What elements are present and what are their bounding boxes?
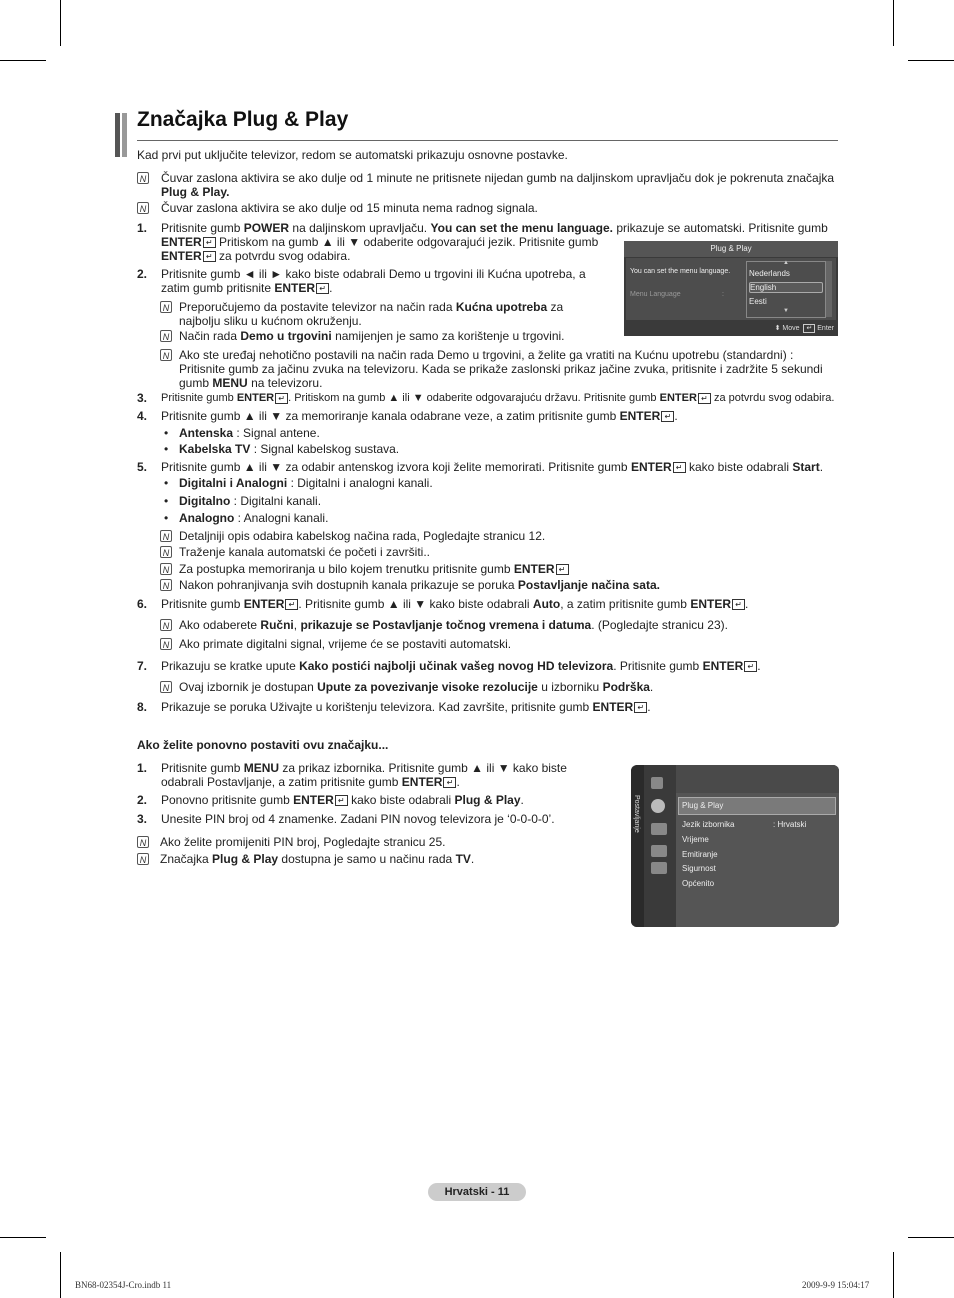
enter-icon: ↵: [285, 599, 298, 610]
tv-screen-language: [624, 241, 838, 336]
enter-icon: ↵: [634, 702, 647, 713]
step-number: 1.: [137, 221, 148, 235]
enter-icon: ↵: [275, 393, 288, 404]
language-option[interactable]: Eesti: [749, 297, 767, 306]
step-number: 7.: [137, 659, 148, 673]
crop-mark: [0, 60, 46, 61]
side-label: Postavljanje: [633, 795, 640, 833]
step-2: Pritisnite gumb ◄ ili ► kako biste odabrali Demo u trgovini ili Kućna upotreba, a zatim gumb pritisnite ENTER ↵ .: [161, 267, 586, 295]
language-option-selected[interactable]: English: [749, 282, 823, 293]
note-item: N Za postupka memoriranja u bilo kojem trenutku pritisnite gumb ENTER ↵: [160, 562, 838, 576]
step-number: 1.: [137, 761, 148, 775]
note-icon: N: [160, 546, 172, 558]
enter-icon: ↵: [203, 237, 216, 248]
step-number: 3.: [137, 391, 148, 405]
enter-icon: ↵: [673, 462, 686, 473]
note-icon: N: [160, 619, 172, 631]
reset-step-2: Ponovno pritisnite gumb ENTER ↵ kako biste odabrali Plug & Play.: [161, 793, 524, 807]
note-item: N Čuvar zaslona aktivira se ako dulje od 15 minuta nema radnog signala.: [137, 201, 837, 215]
note-icon: N: [160, 579, 172, 591]
note-item: N Detaljniji opis odabira kabelskog načina rada, Pogledajte stranicu 12.: [160, 529, 838, 543]
imprint-date: 2009-9-9 15:04:17: [802, 1280, 870, 1290]
language-list: [746, 261, 826, 318]
note-icon: N: [137, 202, 149, 214]
menu-language-value: : Hrvatski: [773, 820, 807, 829]
menu-item-security[interactable]: Sigurnost: [682, 864, 716, 873]
note-icon: N: [160, 638, 172, 650]
note-icon: N: [160, 301, 172, 313]
crop-mark: [0, 1237, 46, 1238]
enter-icon: ↵: [698, 393, 711, 404]
step-1: Pritisnite gumb POWER na daljinskom upravljaču. You can set the menu language. prikazuje se automatski. Pritisnite gumb: [161, 221, 828, 235]
intro-text: Kad prvi put uključite televizor, redom se automatski prikazuju osnovne postavke.: [137, 148, 568, 162]
note-item: N Traženje kanala automatski će početi i završiti..: [160, 545, 838, 559]
section-heading: Ako želite ponovno postaviti ovu značajku...: [137, 738, 389, 752]
footer-move-label: Move: [782, 325, 800, 332]
bullet-text: Antenska : Signal antene.: [179, 426, 320, 440]
menu-item-general[interactable]: Općenito: [682, 879, 715, 888]
crop-mark: [60, 1252, 61, 1298]
page-title: Značajka Plug & Play: [137, 108, 349, 131]
enter-icon: ↵: [661, 411, 674, 422]
move-icon: ⬍: [774, 325, 781, 332]
tv-prompt: You can set the menu language.: [630, 268, 731, 275]
step-number: 4.: [137, 409, 148, 423]
input-icon[interactable]: [651, 823, 667, 835]
bullet-text: Digitalno : Digitalni kanali.: [179, 494, 322, 508]
picture-icon[interactable]: [651, 777, 663, 789]
gear-icon[interactable]: [651, 799, 665, 813]
reset-step-1: Pritisnite gumb MENU za prikaz izbornika. Pritisnite gumb ▲ ili ▼ kako biste odabrali Postavljanje, a zatim pritisnite gumb ENTER ↵ .: [161, 761, 567, 789]
step-8: Prikazuje se poruka Uživajte u korištenju televizora. Kad završite, pritisnite gumb ENTER ↵ .: [161, 700, 651, 714]
note-item: N Ovaj izbornik je dostupan Upute za povezivanje visoke rezolucije u izborniku Podrška.: [160, 680, 838, 694]
bullet-item: •: [164, 494, 169, 508]
application-icon[interactable]: [651, 845, 667, 857]
step-3: Pritisnite gumb ENTER ↵ . Pritiskom na gumb ▲ ili ▼ odaberite odgovarajuću državu. Pritisnite gumb ENTER ↵ za potvrdu svog odabira.: [161, 392, 835, 404]
tv-field-colon: :: [722, 291, 724, 298]
enter-icon: ↵: [203, 251, 216, 262]
note-item: N Ako ste uređaj nehotično postavili na način rada Demo u trgovini, a želite ga vratiti na Kućnu upotrebu (standardni) : Pritisnite gumb za jačinu zvuka na televizoru. Kada se prikaže zaslonski prikaz jačine zvuka, pritisnite i zadržite 5 sekundi gumb MENU na televizoru.: [160, 348, 838, 362]
menu-item-broadcasting[interactable]: Emitiranje: [682, 850, 718, 859]
title-accent-bar: [115, 113, 120, 157]
arrow-down-icon: ▼: [783, 308, 789, 314]
tv-field-label: Menu Language: [630, 291, 681, 298]
note-icon: N: [160, 330, 172, 342]
note-icon: N: [160, 681, 172, 693]
enter-icon: ↵: [443, 777, 456, 788]
bullet-item: •: [164, 426, 169, 440]
step-number: 3.: [137, 812, 148, 826]
imprint-file: BN68-02354J-Cro.indb 11: [75, 1280, 172, 1290]
menu-item-time[interactable]: Vrijeme: [682, 835, 709, 844]
menu-panel-top: [676, 765, 839, 793]
crop-mark: [908, 60, 954, 61]
step-number: 5.: [137, 460, 148, 474]
bullet-text: Digitalni i Analogni : Digitalni i analogni kanali.: [179, 476, 433, 490]
step-4: Pritisnite gumb ▲ ili ▼ za memoriranje kanala odabrane veze, a zatim pritisnite gumb ENTER ↵ .: [161, 409, 678, 423]
arrow-up-icon: ▲: [783, 260, 789, 266]
bullet-item: •: [164, 442, 169, 456]
crop-mark: [908, 1237, 954, 1238]
note-icon: N: [160, 530, 172, 542]
note-icon: N: [160, 563, 172, 575]
tv-screen-body: [626, 258, 836, 320]
crop-mark: [893, 1252, 894, 1298]
bullet-text: Analogno : Analogni kanali.: [179, 511, 329, 525]
step-5: Pritisnite gumb ▲ ili ▼ za odabir antenskog izvora koji želite memorirati. Pritisnite gumb ENTER ↵ kako biste odabrali Start.: [161, 460, 824, 474]
note-item: N Preporučujemo da postavite televizor na način rada Kućna upotreba za najbolju sliku u kućnom okruženju.: [160, 300, 605, 314]
step-number: 8.: [137, 700, 148, 714]
note-item: N Značajka Plug & Play dostupna je samo u načinu rada TV.: [137, 852, 607, 866]
scrollbar[interactable]: [826, 261, 832, 317]
note-item: N Ako želite promijeniti PIN broj, Pogledajte stranicu 25.: [137, 835, 607, 849]
note-item: N Način rada Demo u trgovini namijenjen je samo za korištenje u trgovini.: [160, 329, 605, 343]
note-icon: N: [137, 172, 149, 184]
note-icon: N: [160, 349, 172, 361]
title-divider: [137, 140, 838, 141]
step-number: 6.: [137, 597, 148, 611]
bullet-item: •: [164, 511, 169, 525]
step-7: Prikazuju se kratke upute Kako postići najbolji učinak vašeg novog HD televizora. Pritisnite gumb ENTER ↵ .: [161, 659, 761, 673]
language-option[interactable]: Nederlands: [749, 269, 790, 278]
step-6: Pritisnite gumb ENTER ↵ . Pritisnite gumb ▲ ili ▼ kako biste odabrali Auto, a zatim pritisnite gumb ENTER ↵ .: [161, 597, 749, 611]
enter-icon: ↵: [744, 661, 757, 672]
tv-footer: [624, 321, 838, 336]
enter-icon: ↵: [556, 564, 569, 575]
title-accent-bar: [122, 113, 127, 157]
note-item: N Ako odaberete Ručni, prikazuje se Postavljanje točnog vremena i datuma. (Pogledajte stranicu 23).: [160, 618, 838, 632]
step-number: 2.: [137, 793, 148, 807]
step-1-cont: ENTER ↵ Pritiskom na gumb ▲ ili ▼ odaberite odgovarajući jezik. Pritisnite gumb ENTER ↵ za potvrdu svog odabira.: [161, 235, 599, 263]
note-item: N Čuvar zaslona aktivira se ako dulje od 1 minute ne pritisnete nijedan gumb na daljinskom upravljaču dok je pokrenuta značajka Plug & Play.: [137, 171, 837, 185]
step-number: 2.: [137, 267, 148, 281]
reset-step-3: Unesite PIN broj od 4 znamenke. Zadani PIN novog televizora je ‘0-0-0-0’.: [161, 812, 555, 826]
footer-enter-label: Enter: [817, 325, 834, 332]
enter-icon: ↵: [316, 283, 329, 294]
crop-mark: [60, 0, 61, 46]
crop-mark: [893, 0, 894, 46]
tv-screen-setup-menu: [631, 765, 839, 927]
enter-icon: ↵: [335, 795, 348, 806]
note-item: N Ako primate digitalni signal, vrijeme će se postaviti automatski.: [160, 637, 838, 651]
bullet-item: •: [164, 476, 169, 490]
tv-screen-header: Plug & Play: [624, 241, 838, 257]
menu-item-menu-language[interactable]: Jezik izbornika: [682, 820, 735, 829]
note-item: N Nakon pohranjivanja svih dostupnih kanala prikazuje se poruka Postavljanje načina sata.: [160, 578, 838, 592]
note-icon: N: [137, 853, 149, 865]
enter-icon: ↵: [732, 599, 745, 610]
support-icon[interactable]: [651, 862, 667, 874]
note-icon: N: [137, 836, 149, 848]
menu-item-plug-and-play[interactable]: Plug & Play: [682, 801, 724, 810]
page-number-badge: Hrvatski - 11: [428, 1183, 526, 1201]
side-label-strip: [631, 765, 644, 927]
bullet-text: Kabelska TV : Signal kabelskog sustava.: [179, 442, 400, 456]
enter-icon: ↵: [803, 324, 815, 333]
